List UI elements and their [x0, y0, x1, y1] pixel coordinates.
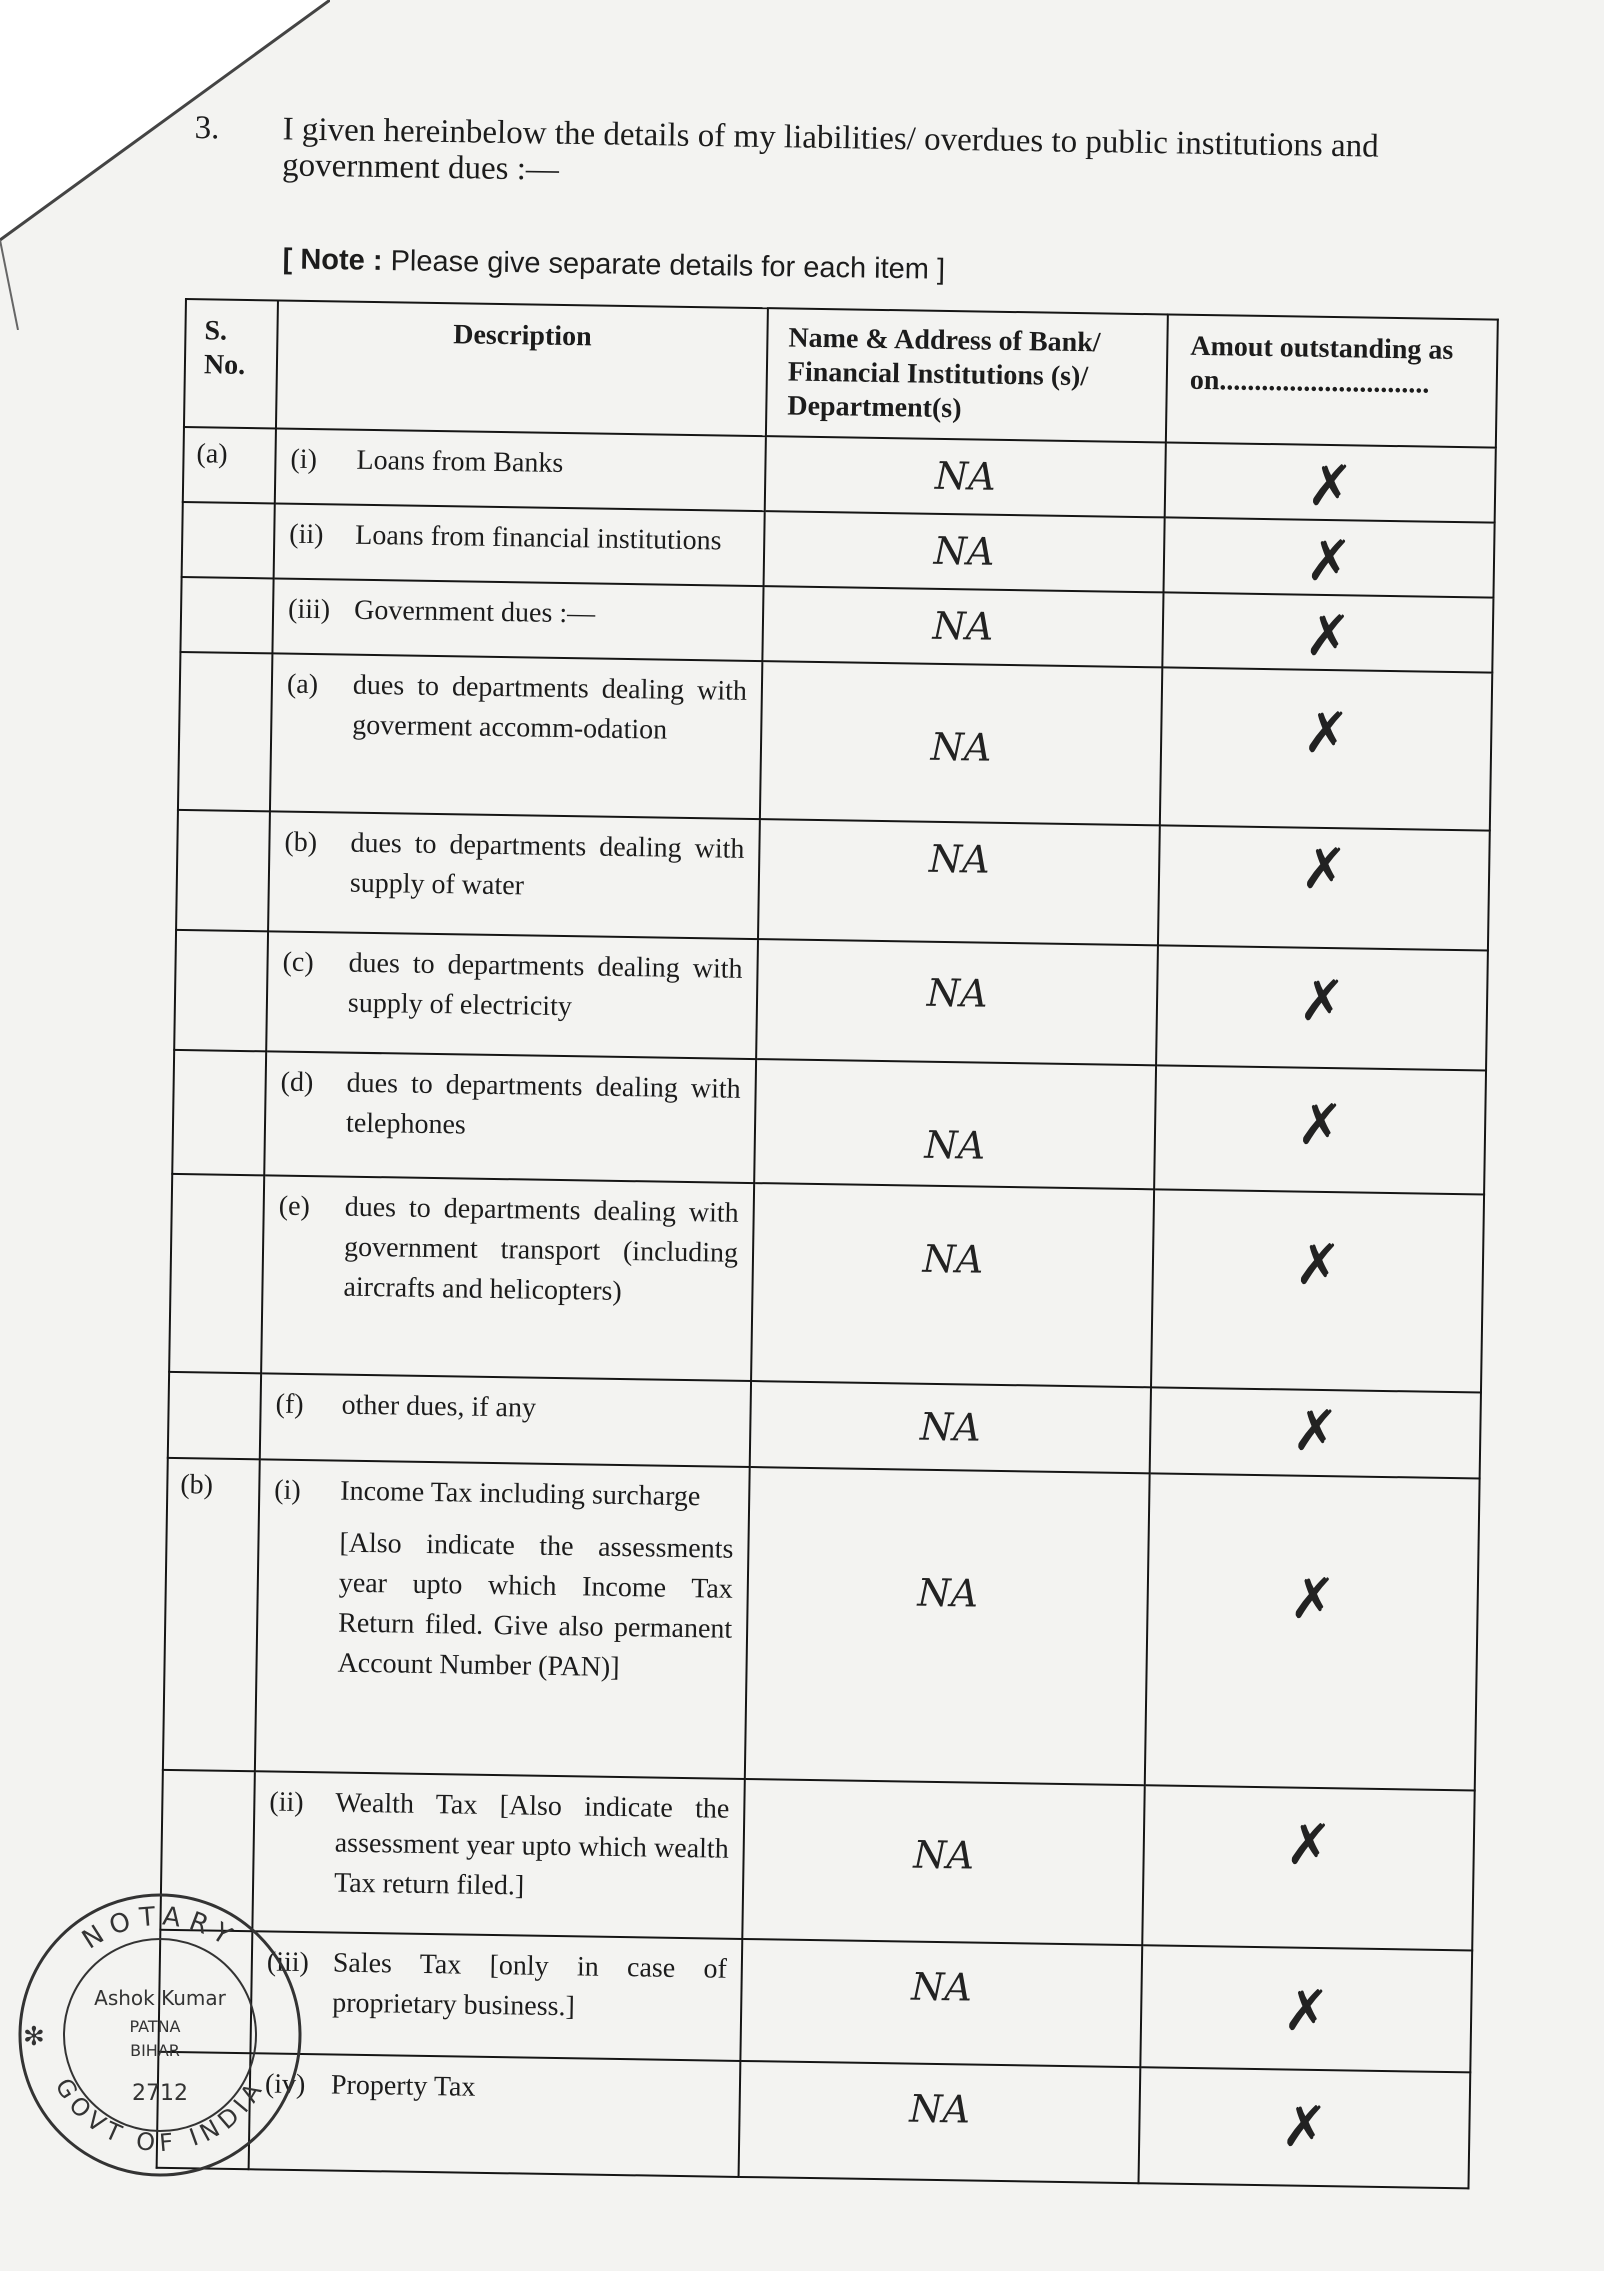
row-name-address: NA: [760, 661, 1162, 825]
row-description: [250, 1931, 742, 2061]
row-item-number: (f): [275, 1388, 304, 1420]
row-item-number: (i): [274, 1474, 301, 1506]
row-name-address: NA: [745, 1467, 1150, 1785]
notary-stamp: [5, 1880, 315, 2190]
note-label: [ Note :: [282, 243, 383, 277]
row-name-address: NA: [762, 586, 1163, 667]
row-amount: ✗: [1158, 825, 1490, 950]
row-amount: ✗: [1140, 1945, 1472, 2072]
row-amount: ✗: [1163, 517, 1494, 597]
row-item-number: (iii): [287, 593, 331, 626]
row-amount: ✗: [1139, 2067, 1471, 2188]
row-description: [272, 578, 763, 661]
row-sno: [176, 810, 270, 931]
row-item-text: other dues, if any: [341, 1389, 537, 1424]
row-description: [261, 1175, 754, 1381]
row-description: [249, 2053, 741, 2177]
row-item-number: (d): [280, 1066, 314, 1099]
row-name-address: NA: [742, 1779, 1144, 1945]
header-amount: Amout outstanding as on..............................: [1166, 314, 1498, 447]
stamp-name: Ashok Kumar: [94, 1986, 226, 2010]
liabilities-table: [156, 298, 1499, 2189]
row-item-text: dues to departments dealing with telephones: [345, 1067, 741, 1141]
table-row: [172, 1050, 1486, 1195]
row-amount: ✗: [1142, 1785, 1474, 1950]
row-item-number: (e): [278, 1190, 311, 1223]
row-item-number: (i): [290, 443, 318, 476]
row-item-text: Government dues :—: [353, 594, 596, 630]
row-description: [274, 503, 765, 586]
row-amount: ✗: [1154, 1065, 1486, 1194]
section-note: [282, 243, 945, 286]
stamp-reg-no: 2712: [132, 2081, 188, 2106]
row-item-text: Loans from Banks: [356, 444, 564, 479]
stamp-top-text: NOTARY: [77, 1901, 244, 1956]
row-name-address: NA: [765, 436, 1166, 517]
row-name-address: NA: [764, 511, 1165, 592]
table-row: [157, 2052, 1471, 2189]
row-item-number: (c): [282, 946, 314, 979]
row-name-address: NA: [754, 1059, 1156, 1189]
table-row: [178, 652, 1492, 831]
row-item-number: (b): [284, 826, 318, 859]
bleed-through-text-1: [260, 190, 268, 224]
row-item-text: dues to departments dealing with goverment accomm-odation: [352, 669, 748, 746]
row-amount: ✗: [1160, 667, 1492, 830]
table-row: [176, 810, 1490, 951]
row-sno: (b): [163, 1458, 260, 1771]
row-item-text: dues to departments dealing with government transport (including aircrafts and helicopters): [343, 1191, 739, 1307]
row-amount: ✗: [1151, 1189, 1484, 1392]
row-item-text: Wealth Tax [Also indicate the assessment year upto which wealth Tax return filed.]: [333, 1787, 730, 1902]
table-row: [169, 1174, 1484, 1393]
stamp-bottom-text: GOVT OF INDIA: [49, 2073, 271, 2158]
row-name-address: NA: [739, 2061, 1141, 2183]
row-item-text: Property Tax: [330, 2069, 476, 2103]
row-item-text: Income Tax including surcharge: [340, 1475, 701, 1513]
row-description: [270, 653, 762, 819]
table-row: [174, 930, 1488, 1071]
section-intro: I given hereinbelow the details of my liabilities/ overdues to public institutions and government dues :—: [281, 111, 1379, 188]
row-amount: ✗: [1145, 1473, 1480, 1790]
row-item-number: (iii): [266, 1946, 310, 1979]
row-sno: [168, 1372, 261, 1459]
row-name-address: NA: [756, 939, 1158, 1065]
row-amount: ✗: [1156, 945, 1488, 1070]
row-item-text: dues to departments dealing with supply of electricity: [347, 947, 743, 1023]
row-description: [275, 428, 766, 511]
row-sno: [169, 1174, 264, 1373]
row-amount: ✗: [1162, 592, 1493, 672]
stamp-star-icon: ✻: [23, 2022, 45, 2052]
row-item-text: Loans from financial institutions: [355, 519, 722, 557]
row-description: [264, 1051, 756, 1183]
svg-text:NOTARY: [77, 1902, 243, 1956]
stamp-place-1: PATNA: [129, 2017, 181, 2036]
table-row: [163, 1458, 1480, 1791]
note-text: Please give separate details for each item ]: [390, 245, 946, 286]
row-sno: [178, 652, 272, 811]
row-item-number: (ii): [269, 1786, 304, 1819]
row-description: [268, 811, 760, 939]
table-row: [158, 1930, 1472, 2073]
row-description: [266, 931, 758, 1059]
liabilities-table-wrapper: [156, 298, 1497, 2189]
header-name-address: Name & Address of Bank/ Financial Institutions (s)/ Department(s): [766, 308, 1168, 442]
row-description: [260, 1373, 751, 1467]
row-amount: ✗: [1165, 442, 1496, 522]
row-name-address: NA: [751, 1183, 1154, 1387]
table-row: [160, 1770, 1474, 1951]
row-name-address: NA: [758, 819, 1160, 945]
row-sno: [172, 1050, 266, 1175]
row-sno: [180, 577, 273, 653]
row-description: [255, 1459, 750, 1779]
row-item-number: (iv): [264, 2068, 306, 2101]
row-sno: [182, 502, 275, 578]
row-item-number: (ii): [289, 518, 324, 551]
row-name-address: NA: [740, 1939, 1142, 2067]
section-number: 3.: [194, 110, 220, 147]
row-description: [252, 1771, 744, 1939]
row-amount: ✗: [1150, 1387, 1481, 1478]
row-name-address: NA: [750, 1381, 1151, 1473]
row-item-number: (a): [286, 668, 319, 701]
row-item-text: dues to departments dealing with supply of water: [349, 827, 745, 902]
row-sno: (a): [183, 427, 276, 503]
section-header: [194, 110, 1515, 286]
row-sno: [174, 930, 268, 1051]
row-item-text: Sales Tax [only in case of proprietary business.]: [331, 1947, 728, 2023]
folded-corner: [0, 0, 330, 330]
header-sno: S. No.: [184, 299, 278, 428]
table-header-row: [184, 299, 1498, 448]
stamp-place-2: BIHAR: [130, 2041, 180, 2060]
header-description: Description: [276, 300, 768, 436]
row-item-subtext: [Also indicate the assessments year upto which Income Tax Return filed. Give also permanent Account Number (PAN)]: [337, 1527, 734, 1683]
